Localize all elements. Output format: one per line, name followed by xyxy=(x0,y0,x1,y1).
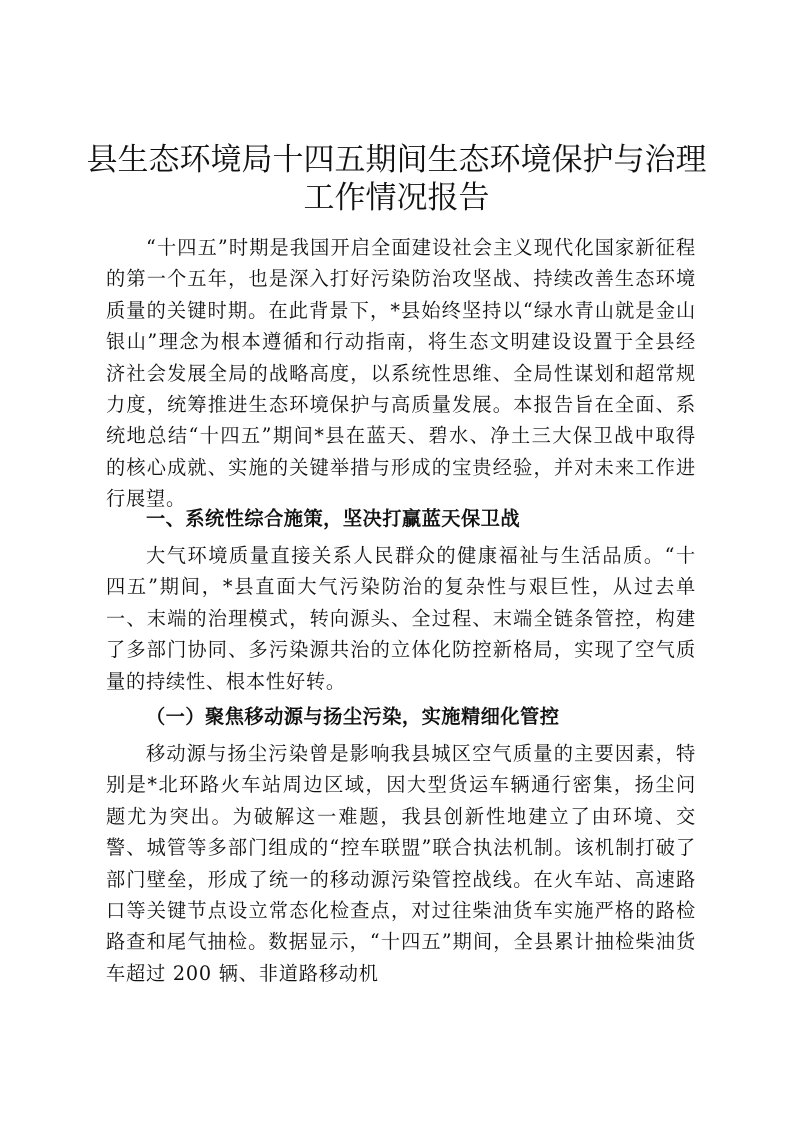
document-title-line-1: 县生态环境局十四五期间生态环境保护与治理 xyxy=(86,142,707,178)
section-1-paragraph: 大气环境质量直接关系人民群众的健康福祉与生活品质。“十四五”期间，*县直面大气污染防治的复杂性与艰巨性，从过去单一、末端的治理模式，转向源头、全过程、末端全链条管控，构建了多部门协同、多污染源共治的立体化防控新格局，实现了空气质量的持续性、根本性好转。 xyxy=(106,544,696,693)
intro-paragraph: “十四五”时期是我国开启全面建设社会主义现代化国家新征程的第一个五年，也是深入打好污染防治攻坚战、持续改善生态环境质量的关键时期。在此背景下，*县始终坚持以“绿水青山就是金山银山”理念为根本遵循和行动指南，将生态文明建设设置于全县经济社会发展全局的战略高度，以系统性思维、全局性谋划和超常规力度，统筹推进生态环境保护与高质量发展。本报告旨在全面、系统地总结“十四五”期间*县在蓝天、碧水、净土三大保卫战中取得的核心成就、实施的关键举措与形成的宝贵经验，并对未来工作进行展望。 xyxy=(106,236,696,511)
subsection-heading-1: （一）聚焦移动源与扬尘污染，实施精细化管控 xyxy=(146,705,560,728)
section-heading-1: 一、系统性综合施策，坚决打赢蓝天保卫战 xyxy=(146,507,521,530)
subsection-1-paragraph: 移动源与扬尘污染曾是影响我县城区空气质量的主要因素，特别是*北环路火车站周边区域，因大型货运车辆通行密集，扬尘问题尤为突出。为破解这一难题，我县创新性地建立了由环境、交警、城管等多部门组成的“控车联盟”联合执法机制。该机制打破了部门壁垒，形成了统一的移动源污染管控战线。在火车站、高速路口等关键节点设立常态化检查点，对过往柴油货车实施严格的路检路查和尾气抽检。数据显示，“十四五”期间，全县累计抽检柴油货车超过 200 辆、非道路移动机 xyxy=(106,742,696,985)
document-title-line-2: 工作情况报告 xyxy=(303,180,490,216)
